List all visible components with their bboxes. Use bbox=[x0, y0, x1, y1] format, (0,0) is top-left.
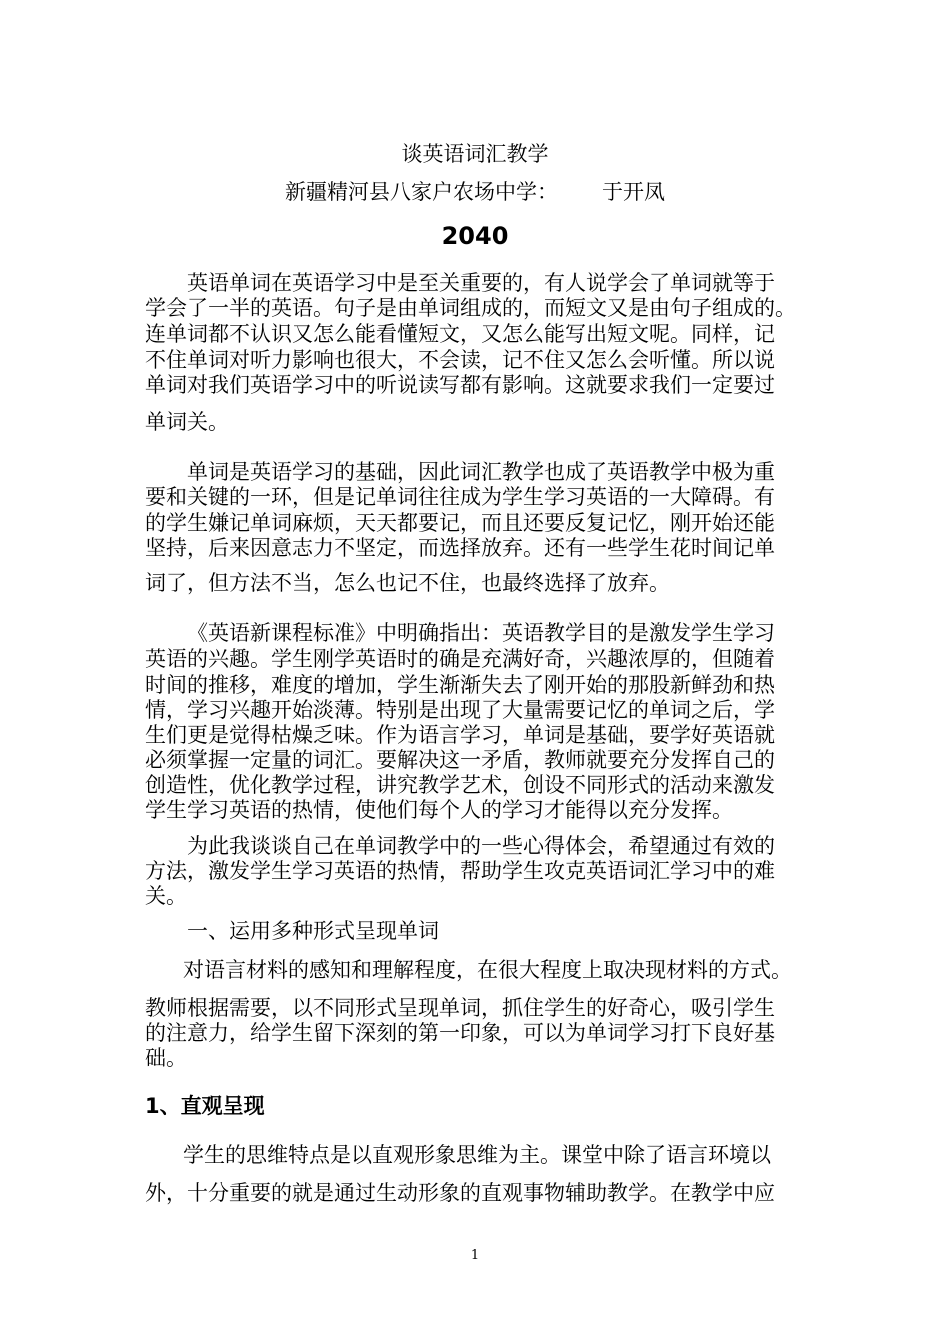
paragraph-line: 不住单词对听力影响也很大，不会读，记不住又怎么会听懂。所以说 bbox=[145, 348, 775, 372]
paragraph-line: 的注意力，给学生留下深刻的第一印象，可以为单词学习打下良好基 bbox=[145, 1021, 775, 1045]
author-line bbox=[0, 176, 950, 206]
paragraph-line: 英语的兴趣。学生刚学英语时的确是充满好奇，兴趣浓厚的，但随着 bbox=[145, 647, 775, 671]
paragraph-line: 的学生嫌记单词麻烦，天天都要记，而且还要反复记忆，刚开始还能 bbox=[145, 511, 775, 535]
subsection-heading: 1、直观呈现 bbox=[145, 1094, 265, 1118]
paragraph-line: 学生学习英语的热情，使他们每个人的学习才能得以充分发挥。 bbox=[145, 798, 733, 822]
paragraph-line: 单词是英语学习的基础，因此词汇教学也成了英语教学中极为重 bbox=[187, 460, 775, 484]
document-title: 谈英语词汇教学 bbox=[401, 142, 549, 166]
paragraph-line: 连单词都不认识又怎么能看懂短文，又怎么能写出短文呢。同样，记 bbox=[145, 322, 775, 346]
paragraph-line: 外，十分重要的就是通过生动形象的直观事物辅助教学。在教学中应 bbox=[145, 1181, 775, 1205]
paragraph-line: 对语言材料的感知和理解程度，在很大程度上取决现材料的方式。 bbox=[183, 958, 792, 982]
paragraph-line: 必须掌握一定量的词汇。要解决这一矛盾，教师就要充分发挥自己的 bbox=[145, 748, 775, 772]
document-number: 2040 bbox=[441, 222, 509, 250]
author-name: 于开凤 bbox=[602, 180, 665, 204]
paragraph-line: 学会了一半的英语。句子是由单词组成的，而短文又是由句子组成的。 bbox=[145, 296, 796, 320]
paragraph-line: 教师根据需要，以不同形式呈现单词，抓住学生的好奇心，吸引学生 bbox=[145, 996, 775, 1020]
paragraph-line: 英语单词在英语学习中是至关重要的，有人说学会了单词就等于 bbox=[187, 271, 775, 295]
paragraph-line: 生们更是觉得枯燥乏味。作为语言学习，单词是基础，要学好英语就 bbox=[145, 723, 775, 747]
page-number: 1 bbox=[470, 1248, 480, 1263]
paragraph-line: 时间的推移，难度的增加，学生渐渐失去了刚开始的那股新鲜劲和热 bbox=[145, 673, 775, 697]
paragraph-line: 单词对我们英语学习中的听说读写都有影响。这就要求我们一定要过 bbox=[145, 373, 775, 397]
section-heading: 一、运用多种形式呈现单词 bbox=[187, 919, 439, 943]
paragraph-line: 为此我谈谈自己在单词教学中的一些心得体会，希望通过有效的 bbox=[187, 834, 775, 858]
paragraph-line: 关。 bbox=[145, 884, 187, 908]
paragraph-line: 《英语新课程标准》中明确指出：英语教学目的是激发学生学习 bbox=[187, 621, 775, 645]
paragraph-line: 创造性，优化教学过程，讲究教学艺术，创设不同形式的活动来激发 bbox=[145, 773, 775, 797]
paragraph-line: 词了，但方法不当，怎么也记不住，也最终选择了放弃。 bbox=[145, 571, 670, 595]
paragraph-line: 学生的思维特点是以直观形象思维为主。课堂中除了语言环境以 bbox=[183, 1143, 771, 1167]
paragraph-line: 要和关键的一环，但是记单词往往成为学生学习英语的一大障碍。有 bbox=[145, 485, 775, 509]
paragraph-line: 方法，激发学生学习英语的热情，帮助学生攻克英语词汇学习中的难 bbox=[145, 859, 775, 883]
paragraph-line: 坚持，后来因意志力不坚定，而选择放弃。还有一些学生花时间记单 bbox=[145, 536, 775, 560]
paragraph-line: 情，学习兴趣开始淡薄。特别是出现了大量需要记忆的单词之后，学 bbox=[145, 698, 775, 722]
paragraph-line: 单词关。 bbox=[145, 410, 229, 434]
paragraph-line: 础。 bbox=[145, 1046, 187, 1070]
author-organization: 新疆精河县八家户农场中学： bbox=[285, 180, 558, 204]
